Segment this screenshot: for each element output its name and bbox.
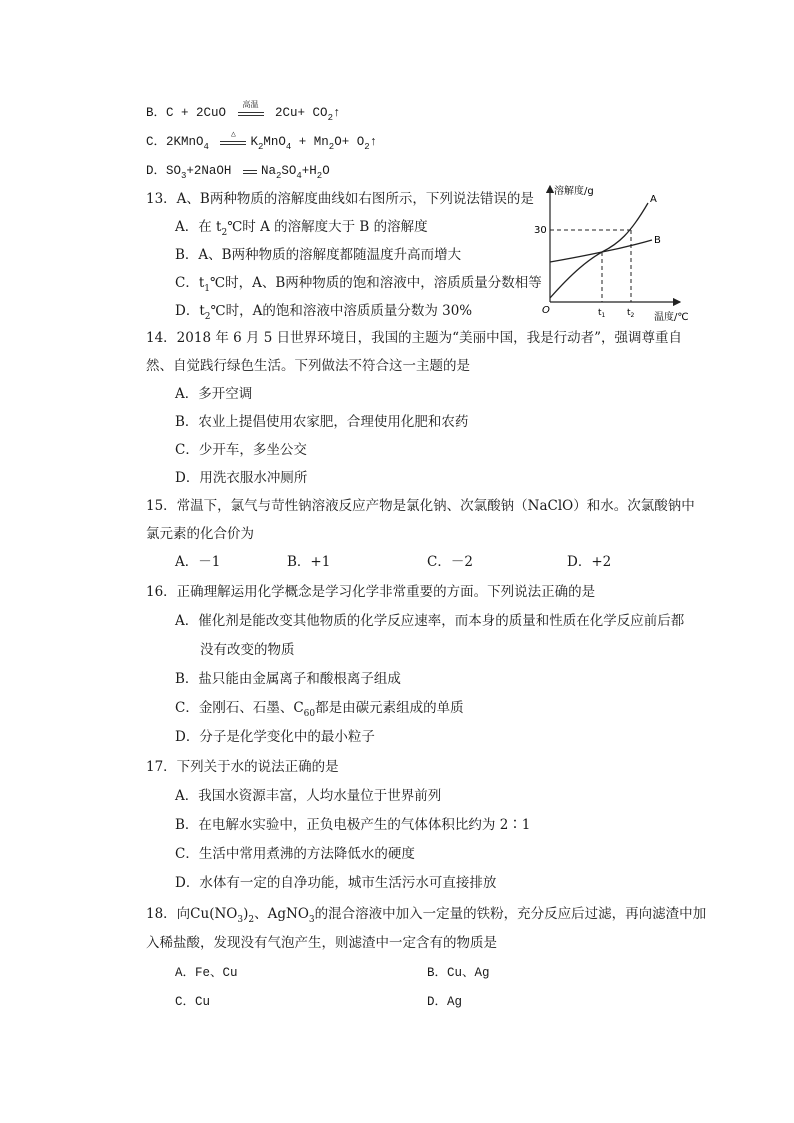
- subscript: 2: [328, 142, 335, 152]
- q15-option-b: B．+1: [287, 554, 331, 570]
- question-16-stem: 16．正确理解运用化学概念是学习化学非常重要的方面。下列说法正确的是: [146, 584, 596, 600]
- subscript: 2: [204, 312, 211, 322]
- stem-text: 、AgNO: [254, 906, 309, 922]
- series-label-a: A: [650, 194, 657, 205]
- question-13-stem: 13．A、B两种物质的溶解度曲线如右图所示，下列说法错误的是: [146, 191, 534, 207]
- equation-part: MnO: [263, 135, 286, 149]
- gas-arrow: ↑: [332, 106, 341, 120]
- option-b-equation: [146, 101, 341, 123]
- q13-option-b: B．A、B两种物质的溶解度都随温度升高而增大: [175, 247, 462, 263]
- option-d-equation: [146, 162, 330, 181]
- stem-text: 18．向Cu(NO: [146, 906, 238, 922]
- q15-option-d: D．+2: [567, 554, 612, 570]
- stem-text: 的混合溶液中加入一定量的铁粉，充分反应后过滤，再向滤渣中加: [314, 906, 707, 922]
- option-text: D．t: [175, 303, 205, 319]
- y-axis-label: 溶解度/g: [554, 186, 594, 197]
- subscript: 60: [303, 709, 316, 719]
- solubility-chart: [528, 180, 689, 325]
- equation-part: + Mn: [291, 135, 329, 149]
- reaction-condition: [238, 101, 264, 116]
- equation-part: D．SO: [146, 164, 182, 178]
- option-text: A．在 t: [175, 219, 222, 235]
- option-text: C．t: [175, 275, 205, 291]
- subscript: 4: [296, 171, 302, 181]
- q15-option-c: C．－2: [427, 554, 473, 570]
- subscript: 2: [248, 915, 255, 925]
- question-18-stem-1: [146, 905, 706, 925]
- equation-part: +H: [301, 164, 317, 178]
- reaction-condition: [243, 164, 257, 174]
- question-14-stem-2: 然、自觉践行绿色生活。下列做法不符合这一主题的是: [146, 358, 470, 374]
- q17-option-a: A．我国水资源丰富，人均水量位于世界前列: [175, 788, 442, 804]
- q16-option-a-line2: 没有改变的物质: [200, 642, 295, 658]
- condition-label: 高温: [242, 101, 259, 110]
- q16-option-a-line1: A．催化剂是能改变其他物质的化学反应速率，而本身的质量和性质在化学反应前后都: [175, 613, 685, 629]
- reaction-condition: [220, 130, 246, 145]
- equation-part: Na: [260, 164, 276, 178]
- equation-part: O+ O: [334, 135, 365, 149]
- series-label-b: B: [654, 235, 661, 246]
- q14-option-a: A．多开空调: [175, 386, 253, 402]
- stem-text: ): [243, 906, 249, 922]
- q13-option-c: [175, 274, 542, 294]
- q14-option-b: B．农业上提倡使用农家肥，合理使用化肥和农药: [175, 414, 469, 430]
- q18-option-a: A．Fe、Cu: [175, 966, 238, 980]
- equation-part: K: [250, 135, 258, 149]
- option-text: ℃时，A的饱和溶液中溶质质量分数为 30%: [210, 303, 473, 319]
- q18-option-d: D．Ag: [427, 995, 463, 1009]
- q13-option-d: [175, 302, 472, 322]
- question-15-stem-2: 氯元素的化合价为: [146, 526, 254, 542]
- question-17-stem: 17．下列关于水的说法正确的是: [146, 759, 339, 775]
- option-c-equation: [146, 130, 378, 152]
- subscript: 2: [316, 171, 323, 181]
- q16-option-b: B．盐只能由金属离子和酸根离子组成: [175, 671, 401, 687]
- q18-option-c: C．Cu: [175, 995, 211, 1009]
- q16-option-d: D．分子是化学变化中的最小粒子: [175, 729, 375, 745]
- subscript: 1: [204, 284, 210, 294]
- q17-option-b: B．在电解水实验中，正负电极产生的气体体积比约为 2∶1: [175, 817, 531, 833]
- x-tick-t2: $t_2$: [627, 308, 635, 319]
- option-text: 都是由碳元素组成的单质: [315, 700, 464, 716]
- y-tick-30: 30: [534, 225, 547, 236]
- gas-arrow: ↑: [369, 135, 378, 149]
- subscript: 2: [327, 113, 333, 123]
- equation-part: +2NaOH: [186, 164, 239, 178]
- equation-right: 2Cu+ CO: [275, 106, 328, 120]
- option-text: C．金刚石、石墨、C: [175, 700, 304, 716]
- subscript: 3: [308, 915, 315, 925]
- curve-a: [550, 203, 648, 298]
- q14-option-c: C．少开车，多坐公交: [175, 442, 307, 458]
- q17-option-c: C．生活中常用煮沸的方法降低水的硬度: [175, 846, 415, 862]
- subscript: 2: [364, 142, 370, 152]
- subscript: 2: [257, 142, 264, 152]
- condition-label: △: [231, 130, 236, 139]
- equation-part: SO: [281, 164, 297, 178]
- subscript: 2: [275, 171, 282, 181]
- option-text: ℃时，A、B两种物质的饱和溶液中，溶质质量分数相等: [210, 275, 542, 291]
- q13-option-a: [175, 218, 428, 238]
- equation-part: O: [322, 164, 330, 178]
- x-tick-t1: $t_1$: [598, 308, 606, 319]
- question-15-stem-1: 15．常温下，氯气与苛性钠溶液反应产物是氯化钠、次氯酸钠（NaClO）和水。次氯酸钠中: [146, 498, 695, 514]
- curve-b: [550, 240, 652, 262]
- origin-label: O: [542, 305, 550, 316]
- option-text: ℃时 A 的溶解度大于 B 的溶解度: [227, 219, 428, 235]
- x-axis-label: 温度/℃: [654, 312, 689, 323]
- question-14-stem-1: 14．2018 年 6 月 5 日世界环境日，我国的主题为“美丽中国，我是行动者”，强调尊重自: [146, 330, 682, 346]
- q14-option-d: D．用洗衣服水冲厕所: [175, 470, 308, 486]
- subscript: 3: [181, 171, 187, 181]
- equation-left: C．2KMnO: [146, 135, 204, 149]
- q15-option-a: A．－1: [175, 554, 221, 570]
- subscript: 4: [203, 142, 209, 152]
- subscript: 2: [221, 228, 228, 238]
- question-18-stem-2: 入稀盐酸，发现没有气泡产生，则滤渣中一定含有的物质是: [146, 935, 497, 951]
- q17-option-d: D．水体有一定的自净功能，城市生活污水可直接排放: [175, 875, 497, 891]
- subscript: 4: [285, 142, 292, 152]
- subscript: 3: [237, 915, 244, 925]
- equation-left: B．C + 2CuO: [146, 106, 227, 120]
- q16-option-c: [175, 699, 464, 719]
- q18-option-b: B．Cu、Ag: [427, 966, 490, 980]
